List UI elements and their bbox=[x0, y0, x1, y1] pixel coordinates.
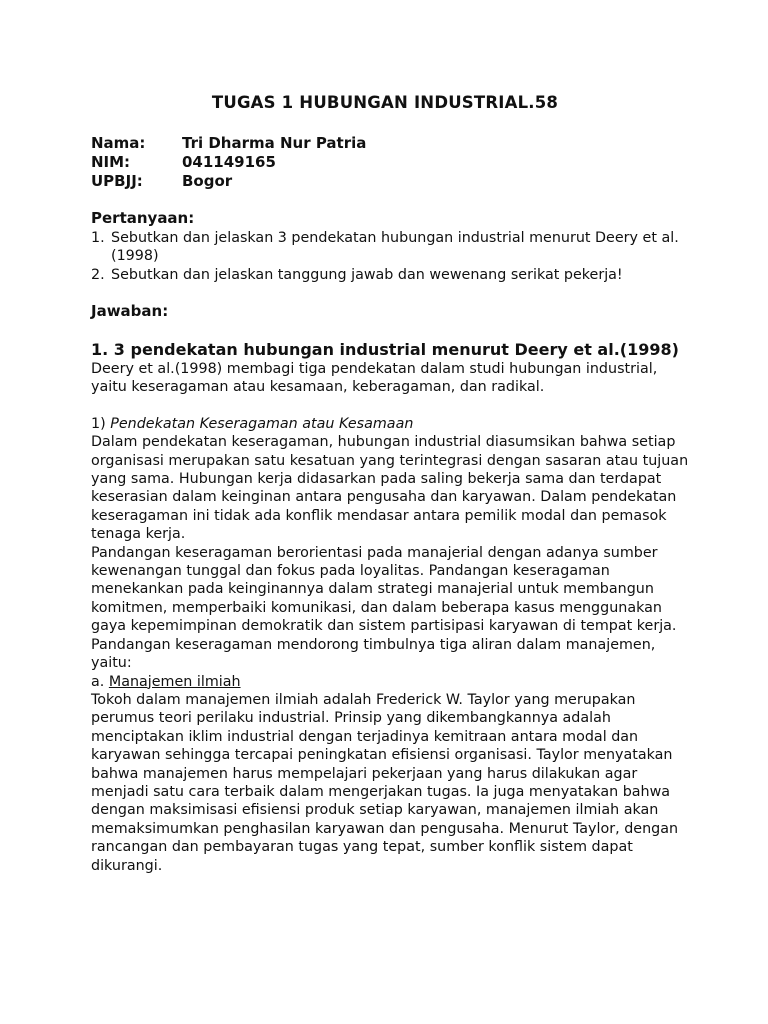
subsection-paragraph: Tokoh dalam manajemen ilmiah adalah Frederick W. Taylor yang merupakan perumus teori perilaku industrial. Prinsip yang dikembangkannya adalah menciptakan iklim industrial dengan terjadinya kemitraan antara modal dan karyawan sehingga tercapai peningkatan efisiensi organisasi. Taylor menyatakan bahwa manajemen harus mempelajari pekerjaan yang harus dilakukan agar menjadi satu cara terbaik dalam mengerjakan tugas. Ia juga menyatakan bahwa dengan maksimisasi efisiensi produk setiap karyawan, manajemen ilmiah akan memaksimumkan penghasilan karyawan dan pengusaha. Menurut Taylor, dengan rancangan dan pembayaran tugas yang tepat, sumber konflik sistem dapat dikurangi. bbox=[91, 691, 679, 874]
answers-heading: Jawaban: bbox=[91, 302, 169, 320]
info-label: UPBJJ: bbox=[91, 172, 143, 190]
student-info bbox=[91, 134, 366, 191]
approach-title: Pendekatan Keseragaman atau Kesamaan bbox=[110, 415, 414, 432]
paragraph-gap bbox=[91, 397, 691, 415]
document-title: TUGAS 1 HUBUNGAN INDUSTRIAL.58 bbox=[211, 93, 559, 112]
question-item bbox=[91, 266, 681, 284]
info-value: Tri Dharma Nur Patria bbox=[182, 134, 367, 152]
subsection-title: Manajemen ilmiah bbox=[108, 673, 241, 690]
intro-paragraph: Deery et al.(1998) membagi tiga pendekatan dalam studi hubungan industrial, yaitu keseragaman atau kesamaan, keberagaman, dan radikal. bbox=[91, 361, 658, 396]
subsection-heading bbox=[91, 673, 691, 691]
question-text: Sebutkan dan jelaskan tanggung jawab dan wewenang serikat pekerja! bbox=[111, 266, 623, 283]
approach-paragraph: Pandangan keseragaman mendorong timbulnya tiga aliran dalam manajemen, yaitu: bbox=[91, 636, 656, 672]
approach-paragraph: Dalam pendekatan keseragaman, hubungan industrial diasumsikan bahwa setiap organisasi merupakan satu kesatuan yang terintegrasi dengan sasaran atau tujuan yang sama. Hubungan kerja didasarkan pada saling bekerja sama dan terdapat keserasian dalam keinginan antara pengusaha dan karyawan. Dalam pendekatan keseragaman ini tidak ada konflik mendasar antara pemilik modal dan pemasok tenaga kerja. bbox=[91, 434, 689, 543]
info-label: NIM: bbox=[91, 153, 131, 171]
questions-list bbox=[91, 229, 681, 284]
info-value: Bogor bbox=[182, 172, 233, 190]
question-item bbox=[91, 229, 681, 266]
approach-number: 1) bbox=[91, 415, 106, 432]
info-row-nim bbox=[91, 153, 366, 172]
section-heading: 1. 3 pendekatan hubungan industrial menurut Deery et al.(1998) bbox=[91, 340, 679, 359]
approach-paragraph: Pandangan keseragaman berorientasi pada manajerial dengan adanya sumber kewenangan tunggal dan fokus pada loyalitas. Pandangan keseragaman menekankan pada keinginannya dalam strategi manajerial untuk membangun komitmen, memperbaiki komunikasi, dan dalam beberapa kasus menggunakan gaya kepemimpinan demokratik dan sistem partisipasi karyawan di tempat kerja. bbox=[91, 544, 677, 635]
info-label: Nama: bbox=[91, 134, 146, 152]
question-number: 2. bbox=[91, 266, 105, 283]
info-value: 041149165 bbox=[182, 153, 276, 171]
question-text: Sebutkan dan jelaskan 3 pendekatan hubungan industrial menurut Deery et al.(1998) bbox=[111, 230, 679, 265]
questions-heading: Pertanyaan: bbox=[91, 209, 195, 227]
info-row-name bbox=[91, 134, 366, 153]
subsection-label: a. bbox=[91, 673, 105, 690]
question-number: 1. bbox=[91, 230, 105, 246]
info-row-upbjj bbox=[91, 172, 366, 191]
answer-body bbox=[91, 360, 691, 875]
approach-heading bbox=[91, 415, 691, 433]
